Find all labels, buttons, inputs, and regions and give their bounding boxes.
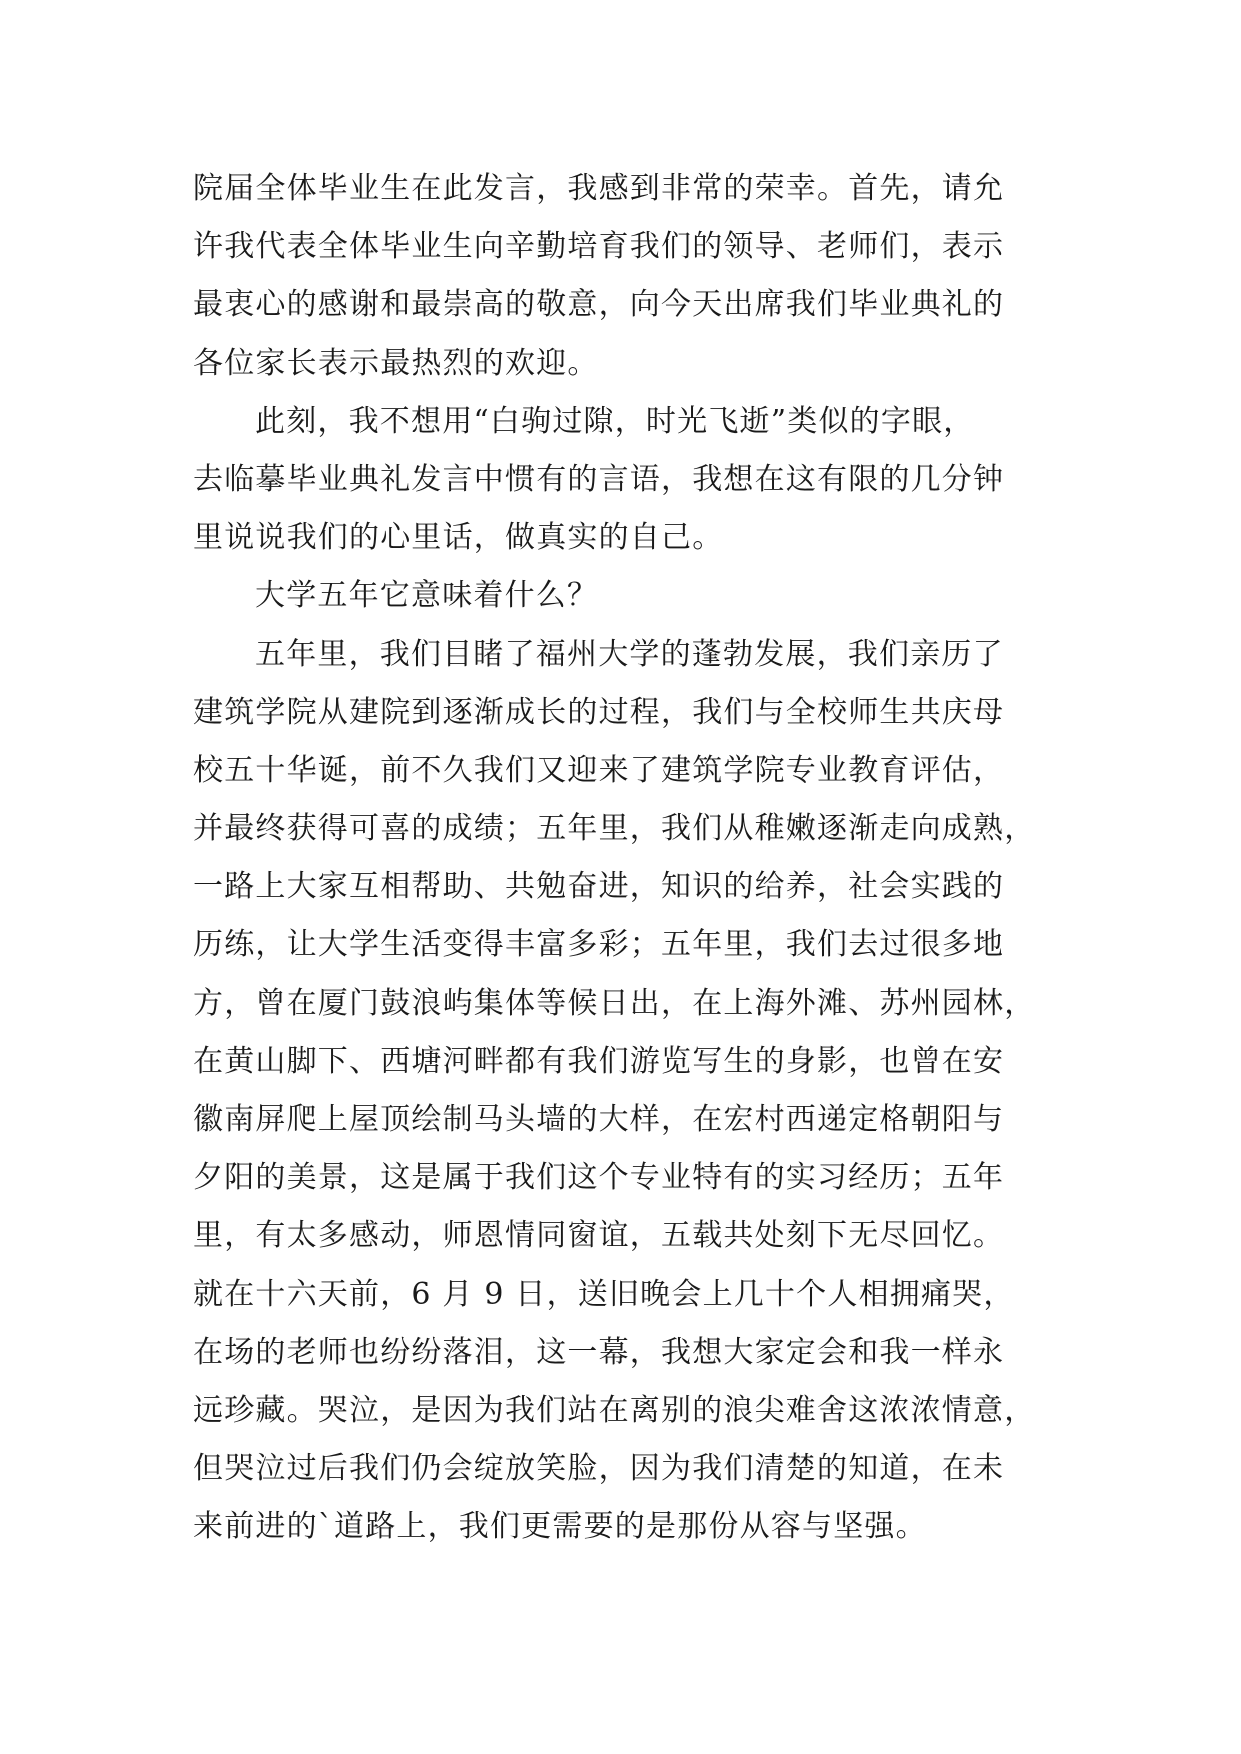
text-line: 许我代表全体毕业生向辛勤培育我们的领导、老师们，表示 [193, 229, 1005, 265]
text-line: 夕阳的美景，这是属于我们这个专业特有的实习经历；五年 [193, 1160, 1005, 1196]
text-line: 来前进的`道路上，我们更需要的是那份从容与坚强。 [193, 1509, 927, 1545]
text-line: 但哭泣过后我们仍会绽放笑脸，因为我们清楚的知道，在未 [193, 1451, 1005, 1487]
text-line: 并最终获得可喜的成绩；五年里，我们从稚嫩逐渐走向成熟， [193, 811, 1036, 847]
text-line: 里，有太多感动，师恩情同窗谊，五载共处刻下无尽回忆。 [193, 1218, 1005, 1254]
text-line: 校五十华诞，前不久我们又迎来了建筑学院专业教育评估， [193, 752, 1005, 788]
text-line: 里说说我们的心里话，做真实的自己。 [193, 520, 724, 556]
text-line: 徽南屏爬上屋顶绘制马头墙的大样，在宏村西递定格朝阳与 [193, 1102, 1005, 1137]
text-line: 方，曾在厦门鼓浪屿集体等候日出，在上海外滩、苏州园林， [193, 985, 1036, 1021]
paragraph-first-line: 此刻，我不想用“白驹过隙，时光飞逝”类似的字眼， [255, 403, 975, 439]
text-line: 就在十六天前，6 月 9 日，送旧晚会上几十个人相拥痛哭， [193, 1276, 1015, 1312]
text-line: 建筑学院从建院到逐渐成长的过程，我们与全校师生共庆母 [193, 694, 1005, 730]
text-line: 各位家长表示最热烈的欢迎。 [193, 345, 599, 381]
text-line: 在场的老师也纷纷落泪，这一幕，我想大家定会和我一样永 [193, 1334, 1005, 1370]
paragraph-first-line: 大学五年它意味着什么？ [255, 578, 599, 614]
paragraph-first-line: 五年里，我们目睹了福州大学的蓬勃发展，我们亲历了 [255, 636, 1004, 672]
text-line: 一路上大家互相帮助、共勉奋进，知识的给养，社会实践的 [193, 869, 1005, 905]
text-line: 去临摹毕业典礼发言中惯有的言语，我想在这有限的几分钟 [193, 461, 1005, 497]
text-line: 院届全体毕业生在此发言，我感到非常的荣幸。首先，请允 [193, 171, 1005, 206]
text-line: 最衷心的感谢和最崇高的敬意，向今天出席我们毕业典礼的 [193, 287, 1005, 323]
text-line: 远珍藏。哭泣，是因为我们站在离别的浪尖难舍这浓浓情意， [193, 1392, 1036, 1428]
text-line: 在黄山脚下、西塘河畔都有我们游览写生的身影，也曾在安 [193, 1043, 1005, 1079]
text-line: 历练，让大学生活变得丰富多彩；五年里，我们去过很多地 [193, 927, 1005, 963]
speech-text-body [193, 160, 1053, 1557]
